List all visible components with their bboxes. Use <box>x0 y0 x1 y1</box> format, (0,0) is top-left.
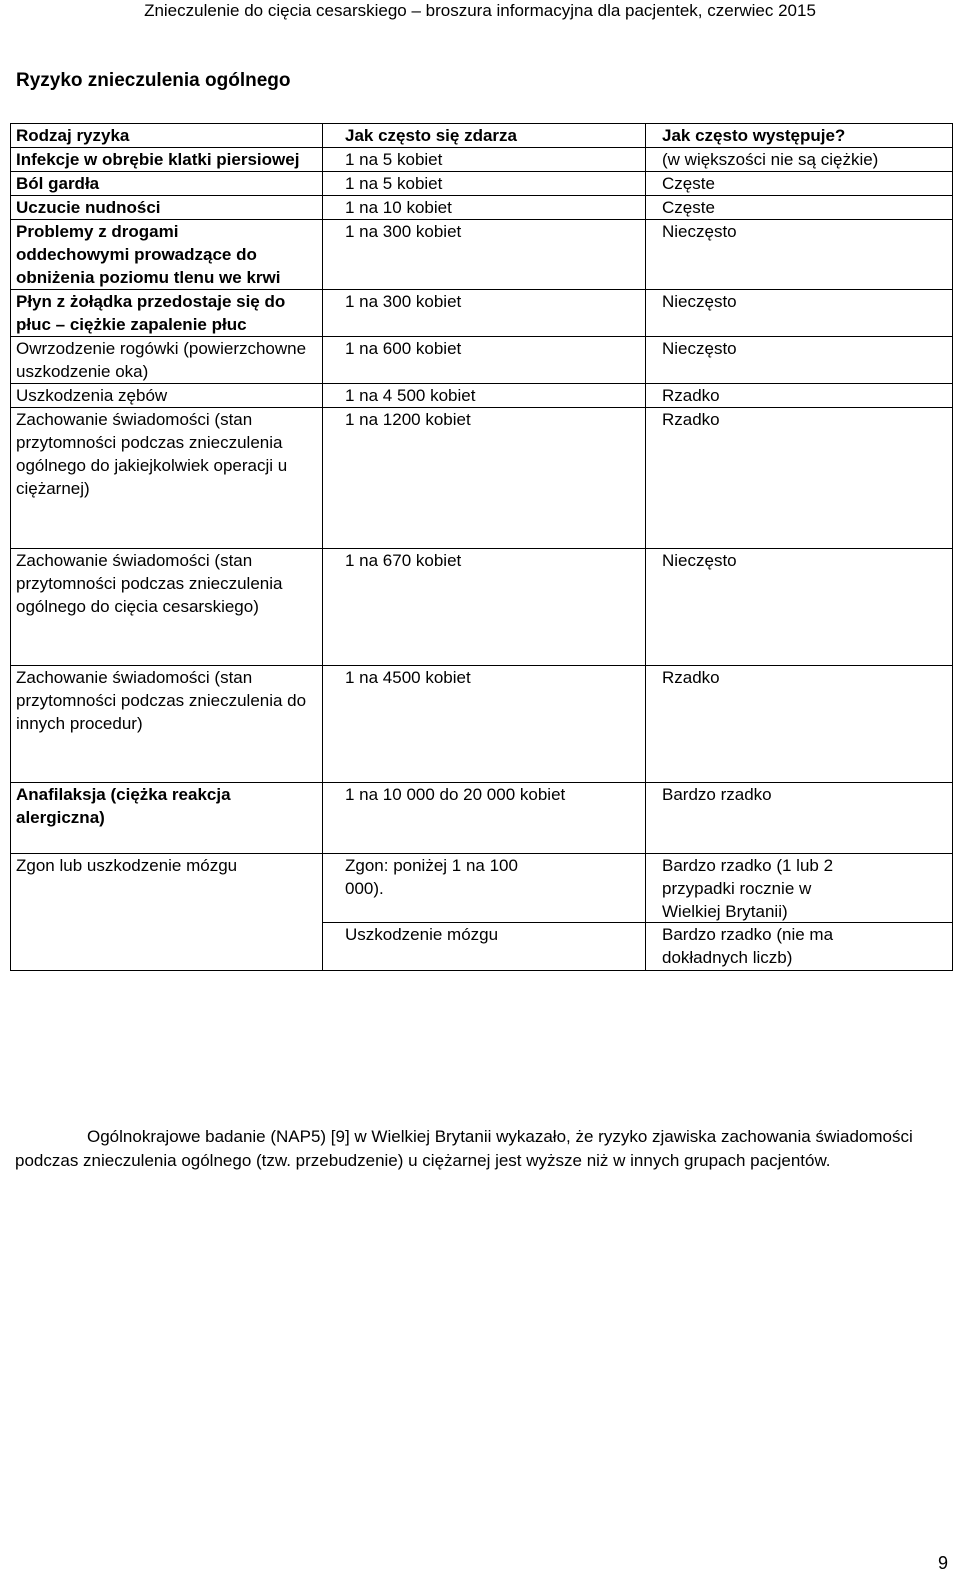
frequency-cell: 1 na 10 kobiet <box>323 196 646 220</box>
risk-cell: Infekcje w obrębie klatki piersiowej <box>11 148 323 172</box>
page-number: 9 <box>937 1553 948 1573</box>
death-frequency: Zgon: poniżej 1 na 100 000). <box>345 856 518 898</box>
table-row <box>11 854 953 971</box>
frequency-cell: 1 na 600 kobiet <box>323 337 646 384</box>
occurrence-cell: Nieczęsto <box>646 290 953 337</box>
brain-damage-occurrence: Bardzo rzadko (nie ma dokładnych liczb) <box>646 922 952 970</box>
table-row <box>11 290 953 337</box>
table-row <box>11 666 953 783</box>
table-row <box>11 172 953 196</box>
risk-cell: Problemy z drogami oddechowymi prowadzące do obniżenia poziomu tlenu we krwi <box>11 220 323 290</box>
header-occurrence: Jak często występuje? <box>646 124 953 148</box>
occurrence-cell: Nieczęsto <box>646 337 953 384</box>
occurrence-cell: Rzadko <box>646 666 953 783</box>
nap5-note: Ogólnokrajowe badanie (NAP5) [9] w Wielkiej Brytanii wykazało, że ryzyko zjawiska zachowania świadomości podczas znieczulenia ogólnego (tzw. przebudzenie) u ciężarnej jest wyższe niż w innych grupach pacjentów. <box>15 1127 913 1170</box>
occurrence-cell: Nieczęsto <box>646 549 953 666</box>
risk-cell: Zachowanie świadomości (stan przytomności podczas znieczulenia ogólnego do cięcia cesarskiego) <box>11 549 323 666</box>
risk-cell: Anafilaksja (ciężka reakcja alergiczna) <box>11 783 323 854</box>
header-risk-type: Rodzaj ryzyka <box>11 124 323 148</box>
occurrence-cell: Bardzo rzadko <box>646 783 953 854</box>
frequency-cell: 1 na 5 kobiet <box>323 172 646 196</box>
risk-cell: Zachowanie świadomości (stan przytomności podczas znieczulenia ogólnego do jakiejkolwiek operacji u ciężarnej) <box>11 408 323 549</box>
occurrence-cell: Rzadko <box>646 384 953 408</box>
table-row <box>11 783 953 854</box>
death-occurrence: Bardzo rzadko (1 lub 2 przypadki rocznie w Wielkiej Brytanii) <box>662 856 834 921</box>
risk-table <box>10 123 953 971</box>
table-row <box>11 408 953 549</box>
frequency-cell: 1 na 300 kobiet <box>323 220 646 290</box>
table-row <box>11 148 953 172</box>
table-row <box>11 337 953 384</box>
risk-cell: Uszkodzenia zębów <box>11 384 323 408</box>
frequency-cell: 1 na 10 000 do 20 000 kobiet <box>323 783 646 854</box>
frequency-cell: 1 na 300 kobiet <box>323 290 646 337</box>
frequency-cell: 1 na 670 kobiet <box>323 549 646 666</box>
risk-cell: Ból gardła <box>11 172 323 196</box>
frequency-cell: 1 na 1200 kobiet <box>323 408 646 549</box>
table-row <box>11 384 953 408</box>
risk-cell: Owrzodzenie rogówki (powierzchowne uszkodzenie oka) <box>11 337 323 384</box>
occurrence-cell: (w większości nie są ciężkie) <box>646 148 953 172</box>
occurrence-cell <box>646 854 953 971</box>
frequency-cell <box>323 854 646 971</box>
frequency-cell: 1 na 4 500 kobiet <box>323 384 646 408</box>
risk-cell: Uczucie nudności <box>11 196 323 220</box>
frequency-cell: 1 na 5 kobiet <box>323 148 646 172</box>
risk-cell: Zgon lub uszkodzenie mózgu <box>11 854 323 971</box>
risk-cell: Płyn z żołądka przedostaje się do płuc – ciężkie zapalenie płuc <box>11 290 323 337</box>
section-title: Ryzyko znieczulenia ogólnego <box>16 70 291 91</box>
table-row <box>11 196 953 220</box>
occurrence-cell: Częste <box>646 172 953 196</box>
occurrence-cell: Częste <box>646 196 953 220</box>
risk-cell: Zachowanie świadomości (stan przytomności podczas znieczulenia do innych procedur) <box>11 666 323 783</box>
brain-damage-label: Uszkodzenie mózgu <box>323 922 645 970</box>
table-header-row <box>11 124 953 148</box>
occurrence-cell: Rzadko <box>646 408 953 549</box>
table-row <box>11 549 953 666</box>
header-frequency: Jak często się zdarza <box>323 124 646 148</box>
table-row <box>11 220 953 290</box>
running-header: Znieczulenie do cięcia cesarskiego – broszura informacyjna dla pacjentek, czerwiec 2015 <box>144 1 816 20</box>
frequency-cell: 1 na 4500 kobiet <box>323 666 646 783</box>
occurrence-cell: Nieczęsto <box>646 220 953 290</box>
